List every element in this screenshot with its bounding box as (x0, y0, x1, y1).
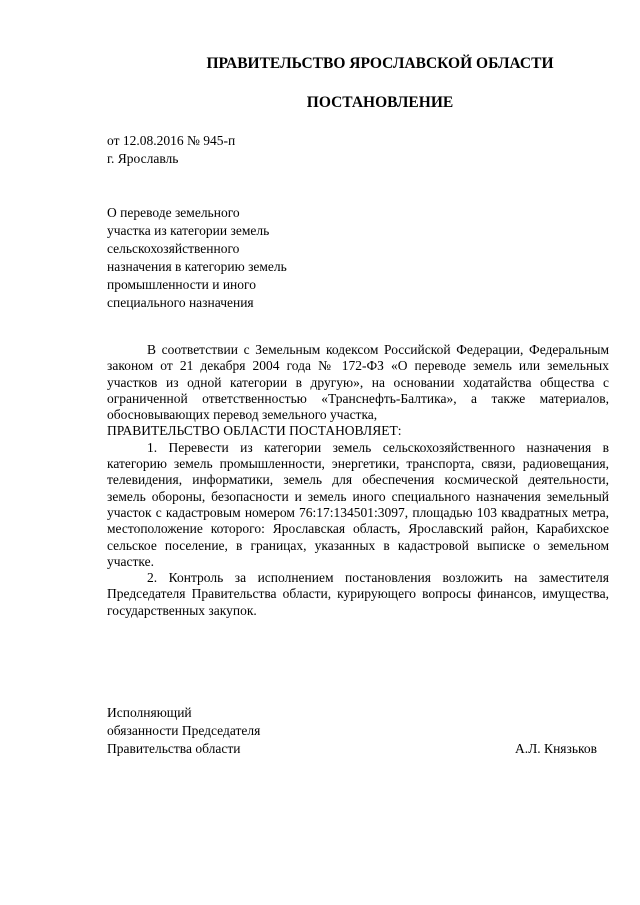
date-number: от 12.08.2016 № 945-п (107, 133, 236, 148)
subject-line: промышленности и иного (107, 277, 256, 292)
city: г. Ярославль (107, 151, 179, 166)
subject-line: сельскохозяйственного (107, 241, 240, 256)
signer-name: А.Л. Князьков (515, 741, 597, 756)
document-type-title: ПОСТАНОВЛЕНИЕ (306, 94, 454, 111)
signer-position-line: Исполняющий (107, 705, 192, 720)
subject-line: О переводе земельного (107, 205, 240, 220)
subject-line: специального назначения (107, 295, 254, 310)
signer-position-line: обязанности Председателя (107, 723, 261, 738)
resolves-line: ПРАВИТЕЛЬСТВО ОБЛАСТИ ПОСТАНОВЛЯЕТ: (107, 423, 402, 439)
signature-block (107, 704, 597, 758)
document-subject (107, 204, 287, 312)
document-meta (107, 132, 235, 168)
subject-line: назначения в категорию земель (107, 259, 287, 274)
signer-position-line: Правительства области (107, 741, 241, 756)
document-body (107, 342, 609, 619)
subject-line: участка из категории земель (107, 223, 270, 238)
preamble-paragraph: В соответствии с Земельным кодексом Российской Федерации, Федеральным законом от 21 декабря 2004 года № 172-ФЗ «О переводе земель или земельных участков из одной категории в другую», на основании ходатайства общества с ограниченной ответственностью «Транснефть-Балтика», а также материалов, обосновывающих перевод земельного участка, (107, 342, 609, 423)
item-2-paragraph: 2. Контроль за исполнением постановления возложить на заместителя Председателя Правительства области, курирующего вопросы финансов, имущества, государственных закупок. (107, 570, 609, 618)
item-1-paragraph: 1. Перевести из категории земель сельскохозяйственного назначения в категорию земель промышленности, энергетики, транспорта, связи, радиовещания, телевидения, информатики, земель для обеспечения космической деятельности, земель обороны, безопасности и земель иного специального назначения земельный участок с кадастровым номером 76:17:134501:3097, площадью 103 квадратных метра, местоположение которого: Ярославская область, Ярославский район, Карабихское сельское поселение, в границах, указанных в кадастровой выписке о земельном участке. (107, 439, 609, 569)
organization-title: ПРАВИТЕЛЬСТВО ЯРОСЛАВСКОЙ ОБЛАСТИ (206, 55, 554, 72)
